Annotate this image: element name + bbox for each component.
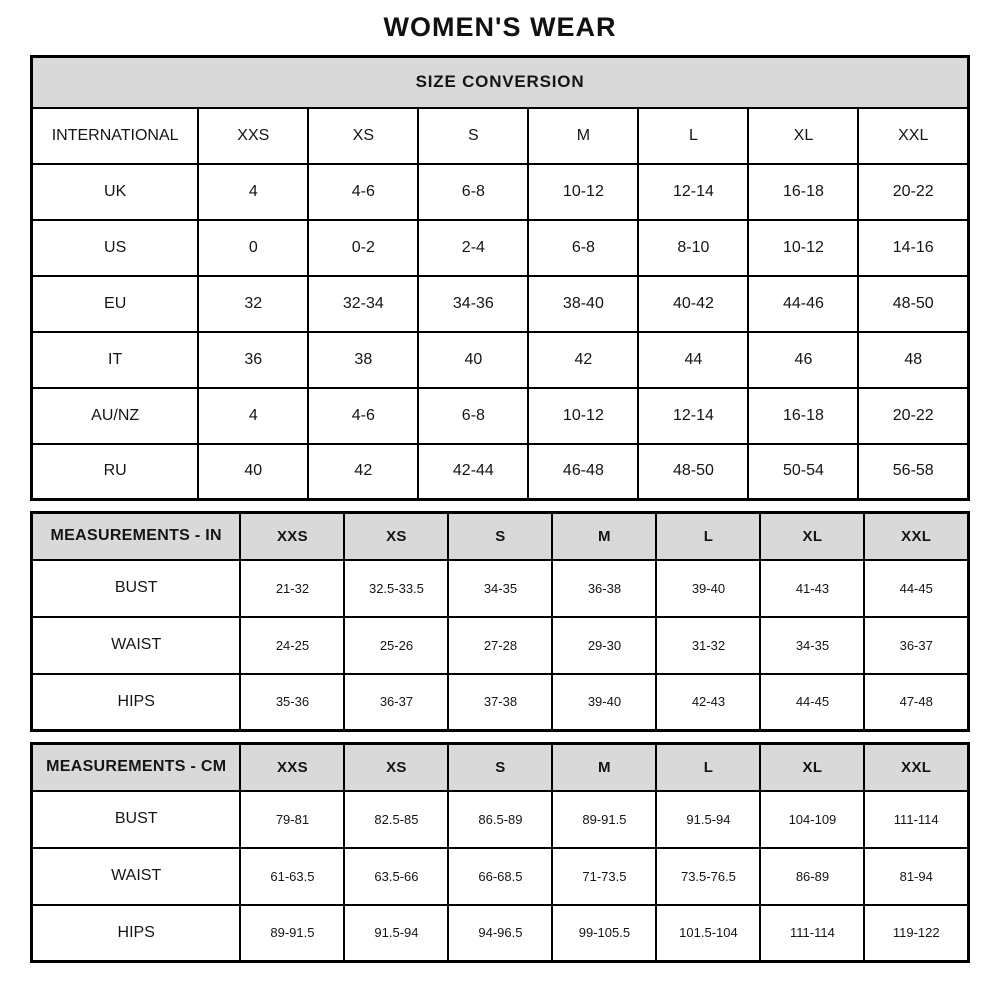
measurement-cell: 82.5-85 [344, 791, 448, 848]
size-cell: 6-8 [418, 164, 528, 220]
measurements-in-header: MEASUREMENTS - IN [32, 513, 241, 560]
table-row-bust-cm [32, 791, 969, 848]
size-cell: 12-14 [638, 388, 748, 444]
measurement-cell: 47-48 [864, 674, 968, 731]
size-cell: 6-8 [418, 388, 528, 444]
size-cell: 14-16 [858, 220, 968, 276]
measurement-cell: 37-38 [448, 674, 552, 731]
row-label-bust-cm: BUST [32, 791, 241, 848]
measurement-cell: 36-37 [864, 617, 968, 674]
size-cell: 38-40 [528, 276, 638, 332]
table-row-aunz [32, 388, 969, 444]
in-column-header-xl: XL [760, 513, 864, 560]
size-cell: 20-22 [858, 388, 968, 444]
size-cell: 48-50 [638, 444, 748, 500]
size-cell: 44 [638, 332, 748, 388]
measurement-cell: 91.5-94 [344, 905, 448, 962]
size-cell: 38 [308, 332, 418, 388]
size-cell: 10-12 [748, 220, 858, 276]
table-row-waist-in [32, 617, 969, 674]
measurements-in-header-row [32, 513, 969, 560]
measurement-cell: 36-37 [344, 674, 448, 731]
size-cell: 12-14 [638, 164, 748, 220]
measurement-cell: 111-114 [760, 905, 864, 962]
measurement-cell: 66-68.5 [448, 848, 552, 905]
size-cell: 4 [198, 164, 308, 220]
size-conversion-header: SIZE CONVERSION [32, 57, 969, 108]
size-cell: 48-50 [858, 276, 968, 332]
measurement-cell: 104-109 [760, 791, 864, 848]
measurement-cell: 36-38 [552, 560, 656, 617]
measurement-cell: 101.5-104 [656, 905, 760, 962]
in-column-header-l: L [656, 513, 760, 560]
size-cell: 48 [858, 332, 968, 388]
size-cell: 8-10 [638, 220, 748, 276]
row-label-bust-in: BUST [32, 560, 241, 617]
size-cell: 56-58 [858, 444, 968, 500]
size-cell: 0 [198, 220, 308, 276]
table-row-waist-cm [32, 848, 969, 905]
measurement-cell: 63.5-66 [344, 848, 448, 905]
in-column-header-m: M [552, 513, 656, 560]
row-label-hips-in: HIPS [32, 674, 241, 731]
size-conversion-table [30, 55, 970, 501]
row-label-waist-in: WAIST [32, 617, 241, 674]
measurements-cm-header: MEASUREMENTS - CM [32, 744, 241, 791]
size-cell: 36 [198, 332, 308, 388]
column-header-xxs: XXS [198, 108, 308, 164]
table-row-uk [32, 164, 969, 220]
size-cell: 20-22 [858, 164, 968, 220]
size-cell: 46 [748, 332, 858, 388]
measurement-cell: 81-94 [864, 848, 968, 905]
table-row-hips-cm [32, 905, 969, 962]
in-column-header-xs: XS [344, 513, 448, 560]
column-header-l: L [638, 108, 748, 164]
size-cell: 0-2 [308, 220, 418, 276]
size-cell: 46-48 [528, 444, 638, 500]
measurements-cm-header-row [32, 744, 969, 791]
size-cell: 16-18 [748, 164, 858, 220]
row-label-aunz: AU/NZ [32, 388, 199, 444]
row-label-ru: RU [32, 444, 199, 500]
measurement-cell: 79-81 [240, 791, 344, 848]
table-row-us [32, 220, 969, 276]
measurement-cell: 89-91.5 [552, 791, 656, 848]
row-label-eu: EU [32, 276, 199, 332]
measurement-cell: 32.5-33.5 [344, 560, 448, 617]
size-cell: 40-42 [638, 276, 748, 332]
measurement-cell: 41-43 [760, 560, 864, 617]
measurement-cell: 27-28 [448, 617, 552, 674]
measurement-cell: 89-91.5 [240, 905, 344, 962]
size-cell: 42-44 [418, 444, 528, 500]
measurement-cell: 44-45 [864, 560, 968, 617]
size-conversion-column-header-row [32, 108, 969, 164]
size-conversion-banner-row [32, 57, 969, 108]
measurement-cell: 21-32 [240, 560, 344, 617]
row-label-it: IT [32, 332, 199, 388]
row-label-us: US [32, 220, 199, 276]
measurement-cell: 44-45 [760, 674, 864, 731]
cm-column-header-xs: XS [344, 744, 448, 791]
size-cell: 6-8 [528, 220, 638, 276]
measurement-cell: 99-105.5 [552, 905, 656, 962]
in-column-header-xxl: XXL [864, 513, 968, 560]
size-cell: 10-12 [528, 164, 638, 220]
size-cell: 4-6 [308, 164, 418, 220]
measurement-cell: 94-96.5 [448, 905, 552, 962]
cm-column-header-m: M [552, 744, 656, 791]
measurement-cell: 39-40 [656, 560, 760, 617]
measurement-cell: 111-114 [864, 791, 968, 848]
in-column-header-xxs: XXS [240, 513, 344, 560]
size-cell: 2-4 [418, 220, 528, 276]
column-header-xl: XL [748, 108, 858, 164]
measurements-cm-table [30, 742, 970, 963]
size-cell: 16-18 [748, 388, 858, 444]
size-cell: 34-36 [418, 276, 528, 332]
measurement-cell: 91.5-94 [656, 791, 760, 848]
table-row-ru [32, 444, 969, 500]
cm-column-header-xxs: XXS [240, 744, 344, 791]
table-row-bust-in [32, 560, 969, 617]
in-column-header-s: S [448, 513, 552, 560]
table-row-hips-in [32, 674, 969, 731]
measurements-in-table [30, 511, 970, 732]
size-cell: 40 [418, 332, 528, 388]
measurement-cell: 31-32 [656, 617, 760, 674]
size-cell: 32-34 [308, 276, 418, 332]
measurement-cell: 86-89 [760, 848, 864, 905]
size-cell: 50-54 [748, 444, 858, 500]
column-header-xs: XS [308, 108, 418, 164]
measurement-cell: 86.5-89 [448, 791, 552, 848]
measurement-cell: 39-40 [552, 674, 656, 731]
table-row-eu [32, 276, 969, 332]
row-label-uk: UK [32, 164, 199, 220]
measurement-cell: 61-63.5 [240, 848, 344, 905]
measurement-cell: 73.5-76.5 [656, 848, 760, 905]
row-label-hips-cm: HIPS [32, 905, 241, 962]
size-cell: 44-46 [748, 276, 858, 332]
measurement-cell: 25-26 [344, 617, 448, 674]
measurement-cell: 24-25 [240, 617, 344, 674]
column-header-s: S [418, 108, 528, 164]
measurement-cell: 34-35 [448, 560, 552, 617]
measurement-cell: 35-36 [240, 674, 344, 731]
size-cell: 10-12 [528, 388, 638, 444]
row-label-waist-cm: WAIST [32, 848, 241, 905]
column-header-xxl: XXL [858, 108, 968, 164]
size-cell: 32 [198, 276, 308, 332]
cm-column-header-l: L [656, 744, 760, 791]
page-title: WOMEN'S WEAR [383, 12, 617, 42]
size-cell: 42 [528, 332, 638, 388]
size-cell: 4-6 [308, 388, 418, 444]
measurement-cell: 119-122 [864, 905, 968, 962]
measurement-cell: 34-35 [760, 617, 864, 674]
cm-column-header-xl: XL [760, 744, 864, 791]
cm-column-header-s: S [448, 744, 552, 791]
size-cell: 40 [198, 444, 308, 500]
column-header-international: INTERNATIONAL [32, 108, 199, 164]
measurement-cell: 71-73.5 [552, 848, 656, 905]
size-cell: 4 [198, 388, 308, 444]
size-cell: 42 [308, 444, 418, 500]
measurement-cell: 29-30 [552, 617, 656, 674]
table-row-it [32, 332, 969, 388]
measurement-cell: 42-43 [656, 674, 760, 731]
cm-column-header-xxl: XXL [864, 744, 968, 791]
column-header-m: M [528, 108, 638, 164]
